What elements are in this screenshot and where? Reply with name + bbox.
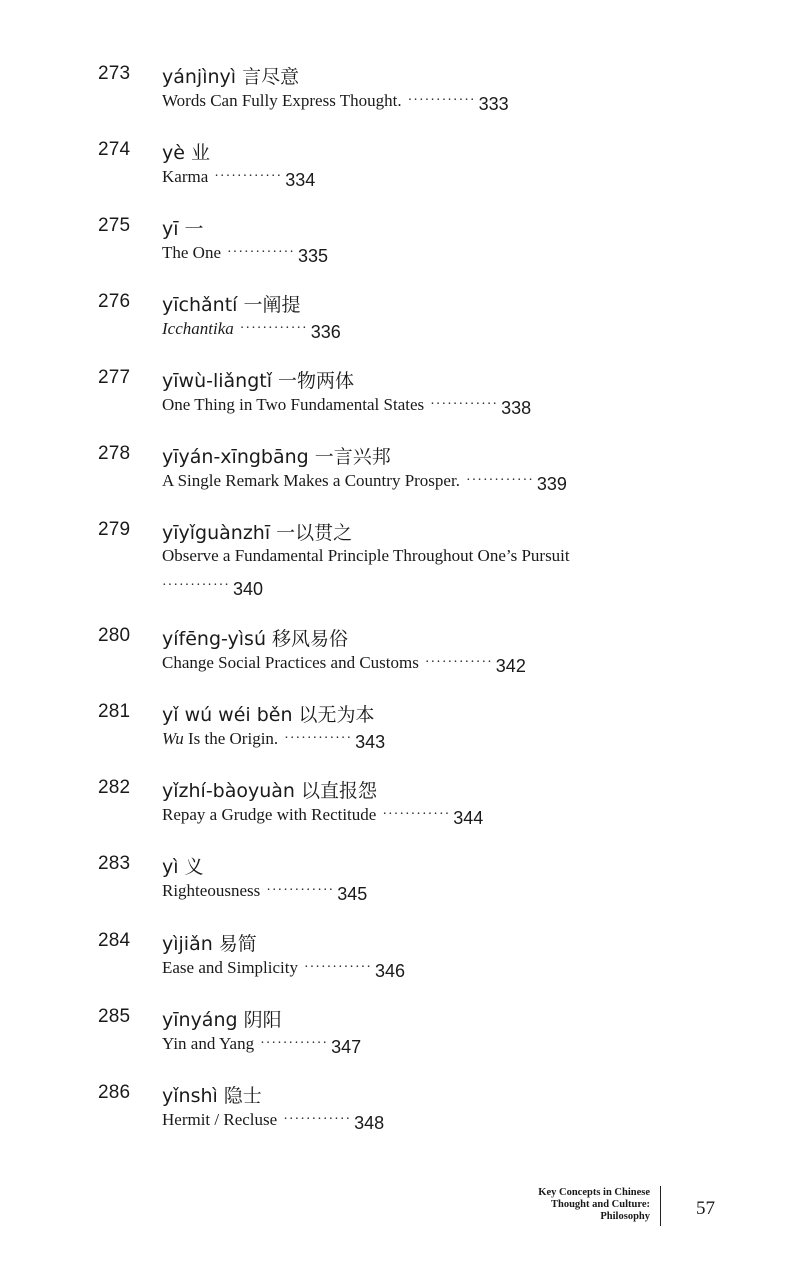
entry-title-line — [162, 652, 526, 676]
entry-number: 284 — [98, 930, 131, 951]
entry-title-line — [162, 318, 341, 342]
dot-leader: ············ — [227, 245, 295, 260]
entry-pinyin: yífēng-yìsú — [162, 628, 266, 650]
entry-pinyin: yánjìnyì — [162, 66, 237, 88]
entry-heading — [162, 518, 352, 545]
entry-number: 274 — [98, 139, 131, 160]
entry-title-italic: Wu — [162, 729, 184, 748]
entry-pinyin: yè — [162, 142, 185, 164]
dot-leader: ············ — [239, 321, 308, 336]
entry-number: 277 — [98, 367, 131, 388]
entry-chinese: 阴阳 — [243, 1009, 282, 1031]
entry-chinese: 一物两体 — [278, 370, 355, 392]
entry-chinese: 言尽意 — [242, 66, 300, 88]
entry-page: 340 — [232, 579, 263, 599]
entry-page: 335 — [297, 246, 329, 266]
entry-chinese: 一 — [184, 218, 204, 240]
entry-number: 273 — [98, 63, 131, 84]
dot-leader: ············ — [266, 883, 335, 898]
entry-title-line — [162, 90, 509, 114]
entry-pinyin: yǐzhí-bàoyuàn — [162, 780, 295, 802]
entry-pinyin: yìjiǎn — [162, 933, 213, 955]
entry-number: 280 — [98, 625, 131, 646]
entry-title: Change Social Practices and Customs — [162, 653, 419, 672]
entry-chinese: 一以贯之 — [276, 522, 353, 544]
entry-page: 347 — [331, 1037, 362, 1057]
entry-title-line — [162, 166, 316, 190]
entry-chinese: 以无为本 — [298, 704, 375, 726]
entry-pinyin: yì — [162, 856, 179, 878]
entry-heading — [162, 700, 375, 727]
entry-pinyin: yīyǐguànzhī — [162, 522, 271, 544]
entry-number: 281 — [98, 701, 131, 722]
entry-title: Hermit / Recluse — [162, 1110, 278, 1129]
toc-entry-286[interactable] — [0, 1082, 800, 1152]
entry-title: Observe a Fundamental Principle Throughout One’s Pursuit — [162, 546, 570, 565]
entry-page: 346 — [374, 961, 405, 981]
entry-number: 285 — [98, 1006, 131, 1027]
footer-divider — [660, 1186, 661, 1226]
entry-page: 334 — [285, 170, 316, 190]
entry-number: 279 — [98, 519, 131, 540]
entry-number: 278 — [98, 443, 131, 464]
dot-leader: ············ — [430, 397, 499, 412]
entry-title-line — [162, 1033, 362, 1057]
entry-title: Ease and Simplicity — [162, 958, 298, 977]
entry-pinyin: yīyán-xīngbāng — [162, 446, 309, 468]
entry-title-line — [162, 242, 329, 266]
running-footer-book-title — [470, 1187, 650, 1223]
entry-title: Words Can Fully Express Thought. — [162, 91, 402, 110]
toc-entry-285[interactable] — [0, 1006, 800, 1076]
entry-heading — [162, 290, 300, 317]
entry-title-line — [162, 880, 368, 904]
entry-title: Repay a Grudge with Rectitude — [162, 805, 377, 824]
toc-entry-278[interactable] — [0, 443, 800, 513]
entry-heading — [162, 929, 257, 956]
toc-entry-273[interactable] — [0, 63, 800, 133]
entry-title: The One — [162, 243, 222, 262]
entry-chinese: 一阐提 — [243, 294, 301, 316]
toc-entry-280[interactable] — [0, 625, 800, 695]
entry-title: One Thing in Two Fundamental States — [162, 395, 425, 414]
book-title-line: Key Concepts in Chinese — [538, 1187, 650, 1198]
entry-pinyin: yǐ wú wéi běn — [162, 704, 293, 726]
entry-title: Is the Origin. — [183, 729, 279, 748]
entry-chinese: 义 — [184, 856, 204, 878]
entry-title-line — [162, 728, 386, 752]
dot-leader: ············ — [283, 1112, 352, 1127]
entry-heading — [162, 442, 391, 469]
dot-leader: ············ — [214, 169, 283, 184]
entry-chinese: 易简 — [218, 933, 257, 955]
entry-heading — [162, 1005, 282, 1032]
entry-pinyin: yīwù-liǎngtǐ — [162, 370, 272, 392]
toc-entry-281[interactable] — [0, 701, 800, 771]
entry-heading — [162, 776, 377, 803]
entry-number: 283 — [98, 853, 131, 874]
entry-title-line — [162, 546, 570, 566]
dot-leader: ············ — [382, 807, 451, 822]
toc-entry-276[interactable] — [0, 291, 800, 361]
toc-entry-283[interactable] — [0, 853, 800, 923]
dot-leader: ············ — [465, 473, 534, 488]
book-title-line: Thought and Culture: — [550, 1199, 650, 1210]
entry-title: Righteousness — [162, 881, 261, 900]
entry-page: 342 — [495, 656, 526, 676]
entry-title: Karma — [162, 167, 209, 186]
entry-number: 276 — [98, 291, 131, 312]
entry-heading — [162, 852, 204, 879]
page-number: 57 — [696, 1198, 715, 1219]
entry-title-line — [162, 804, 484, 828]
entry-pinyin: yīnyáng — [162, 1009, 238, 1031]
entry-title: Yin and Yang — [162, 1034, 255, 1053]
toc-entry-279[interactable] — [0, 519, 800, 609]
book-title-line: Philosophy — [600, 1211, 650, 1222]
toc-entry-284[interactable] — [0, 930, 800, 1000]
entry-heading — [162, 138, 210, 165]
entry-pinyin: yīchǎntí — [162, 294, 238, 316]
entry-chinese: 移风易俗 — [272, 628, 349, 650]
entry-page: 339 — [536, 474, 567, 494]
toc-entry-277[interactable] — [0, 367, 800, 437]
entry-heading — [162, 214, 204, 241]
entry-title: A Single Remark Makes a Country Prosper. — [162, 471, 460, 490]
toc-entry-275[interactable] — [0, 215, 800, 285]
entry-page: 343 — [355, 732, 386, 752]
dot-leader: ············ — [424, 655, 493, 670]
entry-page: 348 — [354, 1113, 385, 1133]
entry-page: 345 — [337, 884, 368, 904]
entry-page: 336 — [310, 322, 341, 342]
entry-chinese: 业 — [190, 142, 210, 164]
toc-entry-282[interactable] — [0, 777, 800, 847]
entry-heading — [162, 624, 348, 651]
dot-leader: ············ — [162, 578, 230, 593]
entry-chinese: 以直报怨 — [300, 780, 377, 802]
dot-leader: ············ — [407, 93, 476, 108]
entry-title-line — [162, 1109, 385, 1133]
entry-number: 282 — [98, 777, 131, 798]
entry-title-line — [162, 957, 405, 981]
dot-leader: ············ — [284, 731, 353, 746]
entry-page: 344 — [453, 808, 484, 828]
entry-title: Icchantika — [162, 319, 234, 338]
entry-heading — [162, 1081, 262, 1108]
entry-chinese: 隐士 — [223, 1085, 262, 1107]
entry-number: 275 — [98, 215, 131, 236]
entry-number: 286 — [98, 1082, 131, 1103]
dot-leader: ············ — [260, 1036, 329, 1051]
entry-title-line — [162, 394, 532, 418]
entry-title-continuation — [162, 575, 263, 599]
entry-pinyin: yī — [162, 218, 179, 240]
toc-entry-274[interactable] — [0, 139, 800, 209]
entry-pinyin: yǐnshì — [162, 1085, 218, 1107]
entry-page: 333 — [478, 94, 509, 114]
entry-chinese: 一言兴邦 — [314, 446, 391, 468]
entry-heading — [162, 366, 354, 393]
entry-heading — [162, 62, 299, 89]
dot-leader: ············ — [303, 960, 372, 975]
entry-title-line — [162, 470, 567, 494]
entry-page: 338 — [501, 398, 532, 418]
